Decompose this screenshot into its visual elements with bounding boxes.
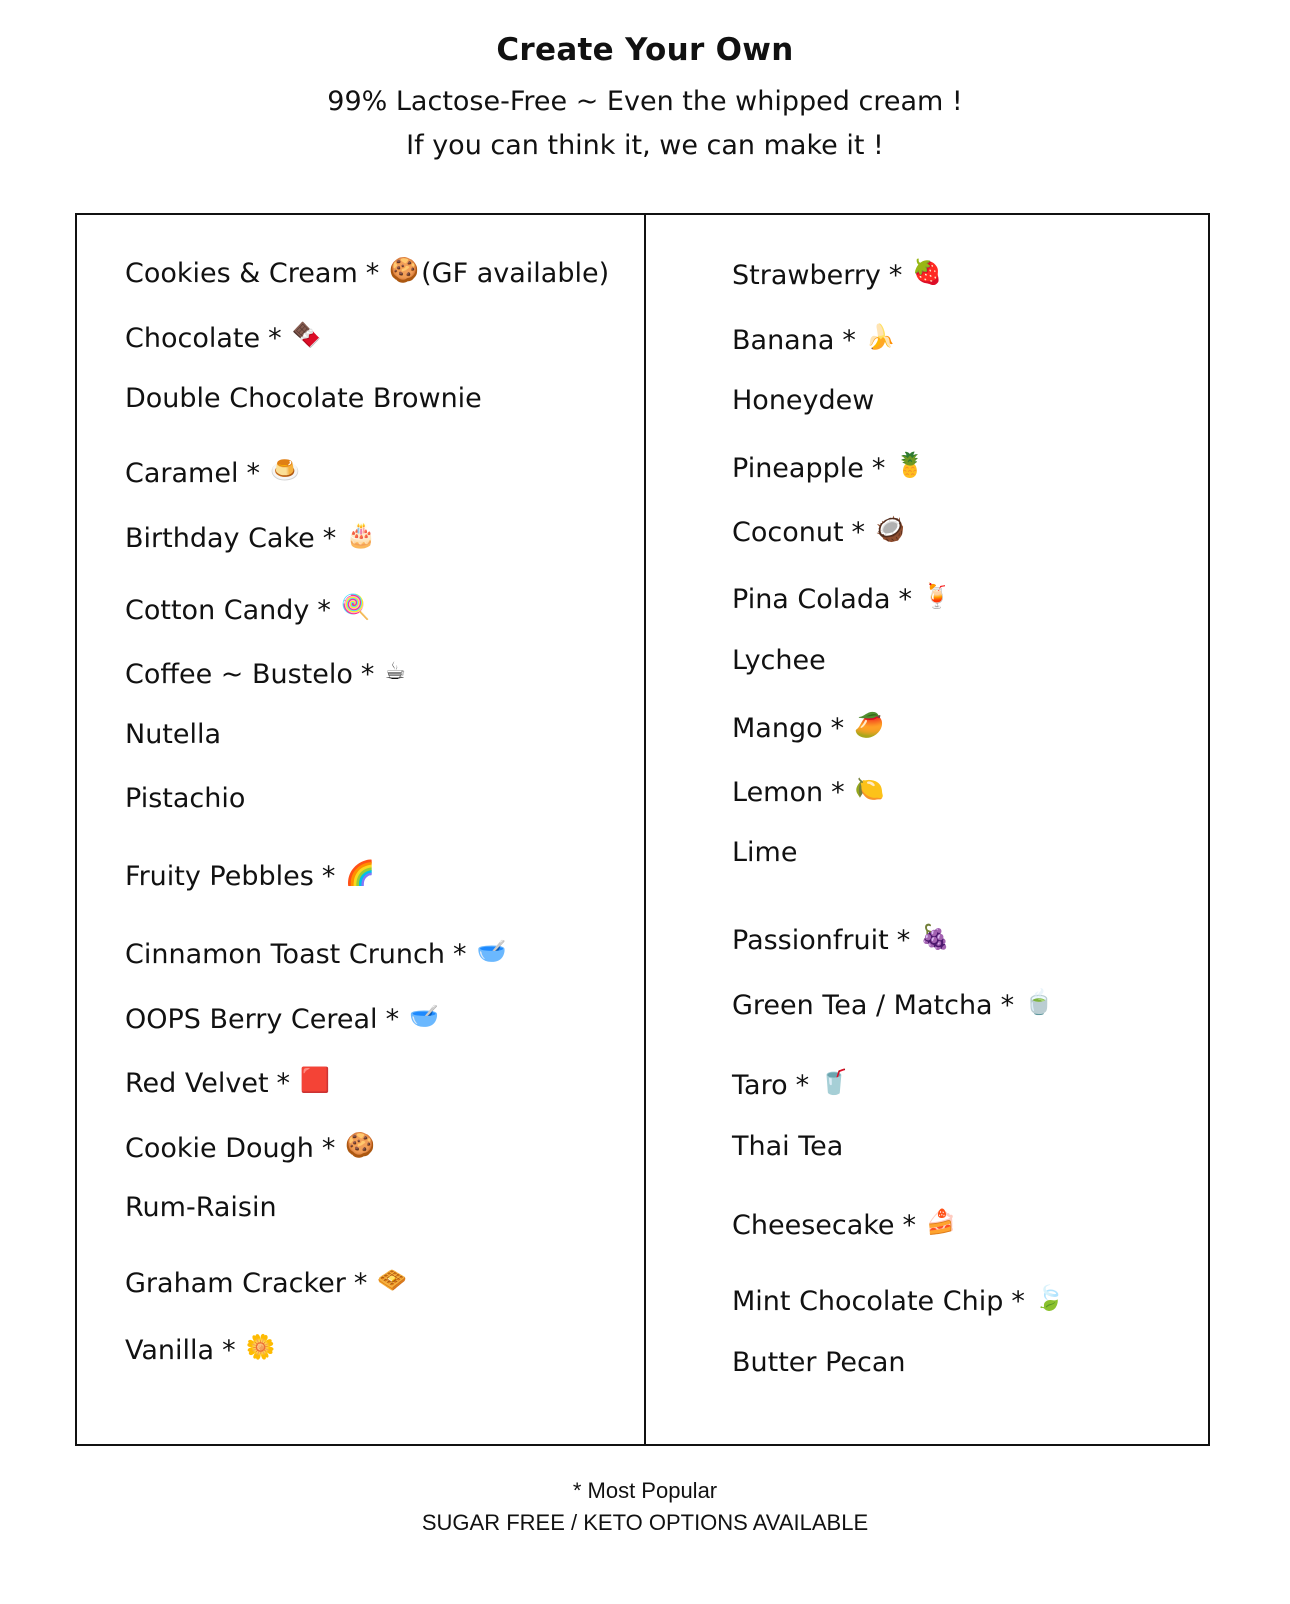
right-flavor-item [732, 383, 874, 419]
most-popular-star: * [317, 595, 331, 626]
right-flavor-item [732, 643, 826, 679]
gluten-free-note: (GF available) [421, 258, 610, 289]
left-flavor-item [125, 517, 376, 553]
right-flavor-item [732, 1204, 956, 1240]
flavor-emoji-icon: 🌼 [245, 1333, 276, 1361]
most-popular-star: * [896, 925, 911, 956]
flavor-name: Nutella [125, 719, 222, 750]
flavor-name: Pistachio [125, 783, 246, 814]
flavor-name: Taro [732, 1070, 788, 1101]
most-popular-star: * [321, 1133, 336, 1164]
left-flavor-item [125, 317, 321, 353]
left-flavor-item [125, 998, 439, 1034]
most-popular-star: * [276, 1068, 291, 1099]
right-flavor-item [732, 707, 884, 743]
flavor-name: OOPS Berry Cereal [125, 1004, 378, 1035]
left-flavor-item [125, 717, 221, 753]
left-flavor-item [125, 1062, 330, 1098]
flavor-name: Coconut [732, 517, 844, 548]
flavor-name: Coffee ~ Bustelo [125, 659, 353, 690]
flavor-emoji-icon: 🍹 [922, 582, 952, 610]
most-popular-star: * [365, 258, 380, 289]
right-flavor-item [732, 447, 925, 483]
flavor-emoji-icon: 🎂 [346, 521, 377, 549]
flavor-emoji-icon: 🥣 [476, 937, 507, 965]
flavor-emoji-icon: 🍫 [291, 321, 322, 349]
most-popular-star: * [353, 1268, 368, 1299]
flavor-emoji-icon: 🌈 [345, 859, 376, 887]
flavor-name: Thai Tea [732, 1131, 844, 1162]
flavor-name: Graham Cracker [125, 1268, 346, 1299]
flavor-name: Passionfruit [732, 925, 889, 956]
right-flavor-item [732, 578, 952, 614]
flavor-emoji-icon: 🍇 [920, 923, 951, 951]
most-popular-star: * [246, 458, 260, 489]
column-divider [644, 215, 646, 1444]
flavor-name: Vanilla [125, 1335, 215, 1366]
most-popular-star: * [321, 861, 336, 892]
left-flavor-item [125, 653, 406, 689]
flavor-name: Cookie Dough [125, 1133, 314, 1164]
most-popular-star: * [795, 1070, 810, 1101]
flavor-emoji-icon: 🥥 [875, 515, 905, 543]
flavor-emoji-icon: 🥭 [854, 711, 885, 739]
subtitle-tagline: If you can think it, we can make it ! [406, 130, 884, 161]
flavor-name: Red Velvet [125, 1068, 269, 1099]
flavor-name: Strawberry [732, 260, 881, 291]
most-popular-star: * [322, 523, 337, 554]
most-popular-star: * [851, 517, 866, 548]
flavor-emoji-icon: 🍍 [895, 451, 926, 479]
left-flavor-item [125, 589, 371, 625]
most-popular-legend: * Most Popular [572, 1478, 718, 1503]
page-title: Create Your Own [496, 32, 794, 68]
most-popular-star: * [452, 939, 467, 970]
left-flavor-item [125, 1127, 375, 1163]
flavor-name: Butter Pecan [732, 1347, 906, 1378]
right-flavor-item [732, 511, 905, 547]
flavor-emoji-icon: 🧇 [377, 1266, 408, 1294]
flavor-emoji-icon: 🍵 [1024, 988, 1054, 1016]
right-flavor-item [732, 835, 797, 871]
left-flavor-item [125, 1329, 275, 1365]
flavor-emoji-icon: 🍮 [269, 456, 300, 484]
flavor-name: Birthday Cake [125, 523, 315, 554]
flavor-name: Fruity Pebbles [125, 861, 314, 892]
most-popular-star: * [1000, 990, 1015, 1021]
left-flavor-item [125, 1190, 277, 1226]
flavor-emoji-icon: 🍪 [389, 256, 420, 284]
left-flavor-item [125, 252, 609, 288]
right-flavor-item [732, 254, 942, 290]
most-popular-star: * [831, 777, 845, 808]
flavor-name: Mint Chocolate Chip [732, 1286, 1004, 1317]
flavor-name: Mango [732, 713, 823, 744]
flavor-emoji-icon: 🥤 [819, 1068, 849, 1096]
flavor-emoji-icon: 🥣 [409, 1002, 439, 1030]
most-popular-star: * [842, 325, 856, 356]
flavor-name: Cinnamon Toast Crunch [125, 939, 445, 970]
left-flavor-item [125, 855, 375, 891]
left-flavor-item [125, 381, 482, 417]
flavor-name: Cheesecake [732, 1210, 895, 1241]
flavor-name: Pina Colada [732, 584, 891, 615]
flavor-name: Banana [732, 325, 835, 356]
most-popular-star: * [898, 584, 913, 615]
most-popular-star: * [222, 1335, 236, 1366]
flavor-emoji-icon: 🍌 [865, 323, 896, 351]
flavor-name: Lychee [732, 645, 826, 676]
most-popular-star: * [1011, 1286, 1025, 1317]
left-flavor-item [125, 933, 506, 969]
left-flavor-item [125, 781, 245, 817]
most-popular-star: * [830, 713, 845, 744]
most-popular-star: * [360, 659, 375, 690]
most-popular-star: * [871, 453, 886, 484]
flavor-emoji-icon: ☕ [384, 657, 406, 685]
flavor-emoji-icon: 🍪 [345, 1131, 376, 1159]
most-popular-star: * [268, 323, 282, 354]
flavor-name: Double Chocolate Brownie [125, 383, 482, 414]
flavor-name: Caramel [125, 458, 239, 489]
right-flavor-item [732, 1345, 906, 1381]
flavor-name: Green Tea / Matcha [732, 990, 993, 1021]
flavor-name: Lime [732, 837, 798, 868]
right-flavor-item [732, 771, 885, 807]
right-flavor-item [732, 1064, 849, 1100]
most-popular-star: * [902, 1210, 917, 1241]
most-popular-star: * [888, 260, 903, 291]
flavor-name: Honeydew [732, 385, 875, 416]
right-flavor-item [732, 1129, 843, 1165]
right-flavor-item [732, 919, 950, 955]
sugar-free-keto-note: SUGAR FREE / KETO OPTIONS AVAILABLE [421, 1510, 869, 1535]
flavor-name: Rum-Raisin [125, 1192, 277, 1223]
flavor-emoji-icon: 🟥 [300, 1066, 330, 1094]
flavor-emoji-icon: 🍋 [854, 775, 885, 803]
right-flavor-item [732, 984, 1054, 1020]
left-flavor-item [125, 452, 300, 488]
right-flavor-item [732, 1280, 1065, 1316]
flavor-name: Chocolate [125, 323, 261, 354]
right-flavor-item [732, 319, 896, 355]
flavor-emoji-icon: 🍓 [912, 258, 943, 286]
flavor-emoji-icon: 🍃 [1034, 1284, 1065, 1312]
flavor-menu-box [75, 213, 1210, 1446]
most-popular-star: * [385, 1004, 400, 1035]
subtitle-lactose-free: 99% Lactose-Free ~ Even the whipped cream ! [327, 86, 963, 117]
flavor-emoji-icon: 🍰 [926, 1208, 956, 1236]
flavor-emoji-icon: 🍭 [340, 593, 371, 621]
flavor-name: Lemon [732, 777, 824, 808]
flavor-name: Pineapple [732, 453, 864, 484]
flavor-name: Cotton Candy [125, 595, 310, 626]
flavor-name: Cookies & Cream [125, 258, 358, 289]
left-flavor-item [125, 1262, 407, 1298]
